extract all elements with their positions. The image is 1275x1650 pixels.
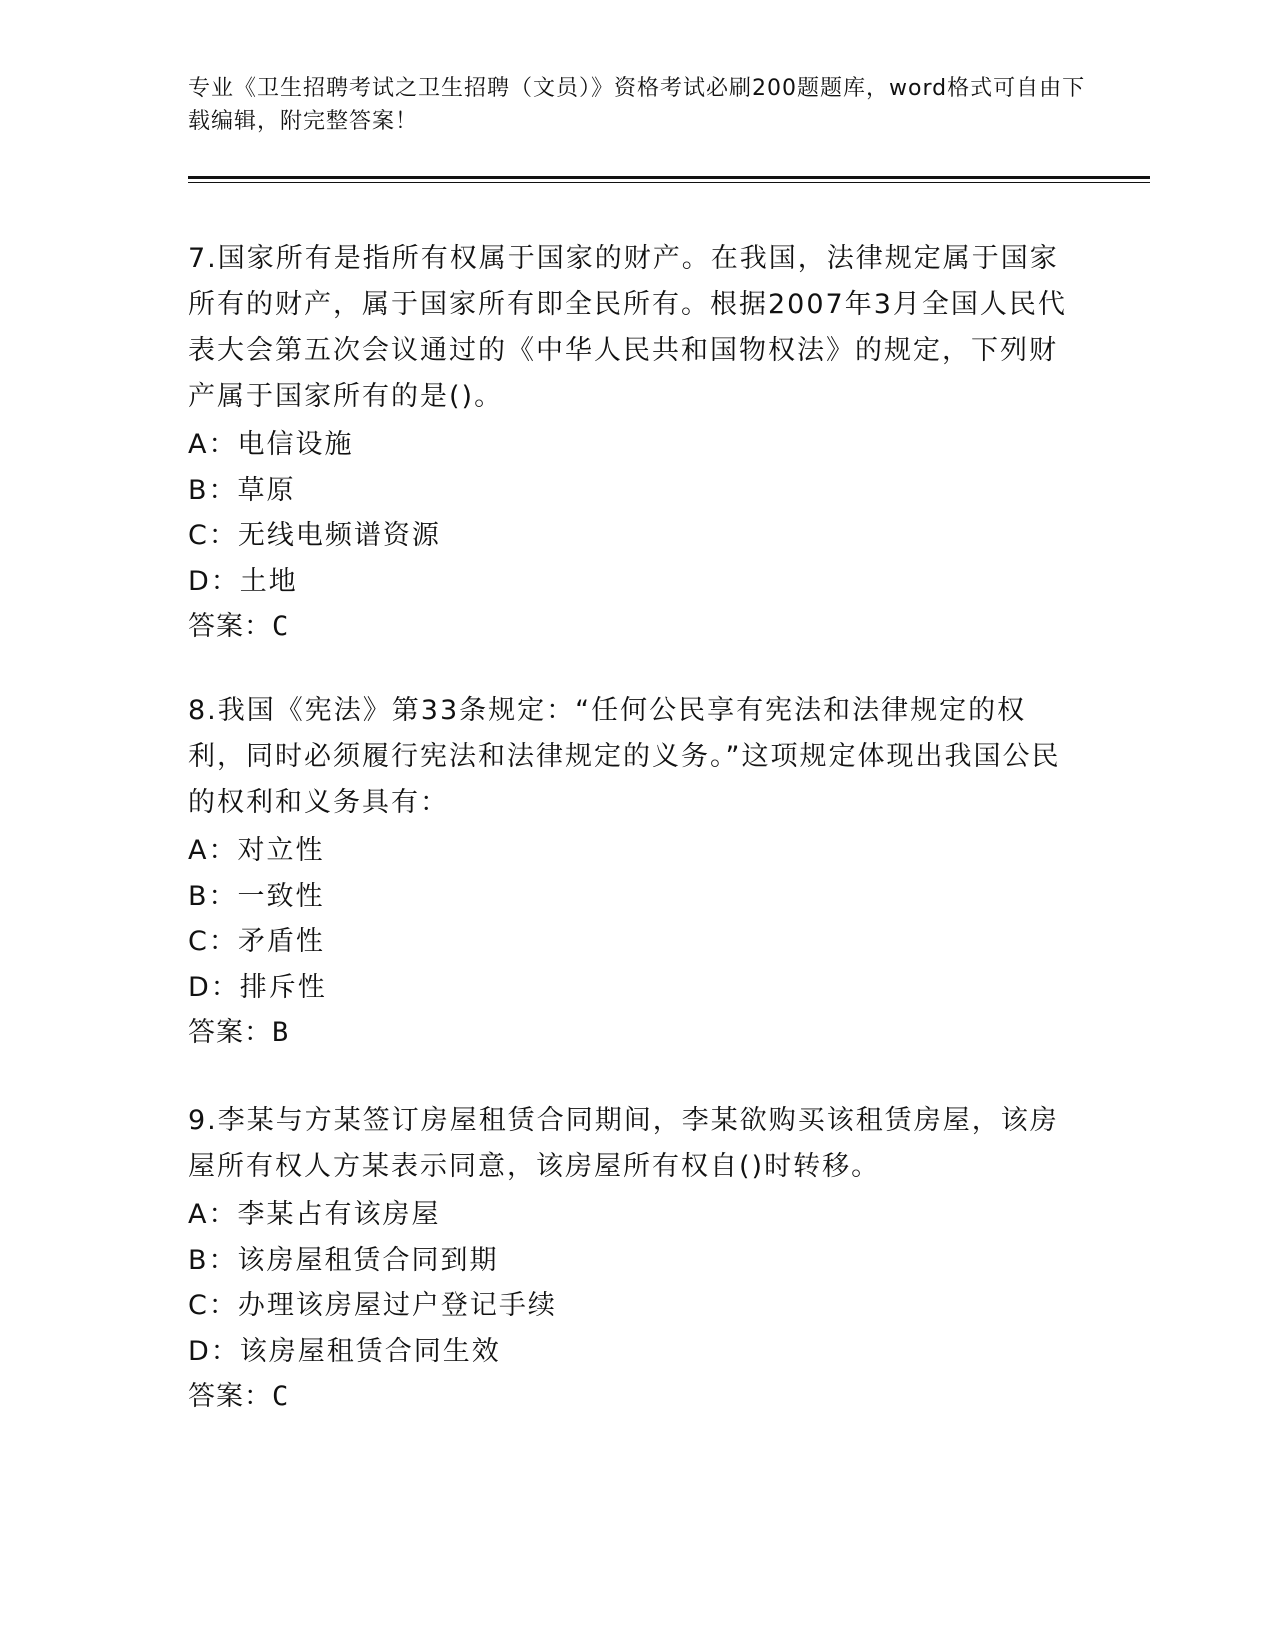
answer-value: C — [272, 611, 290, 642]
option-c: C：矛盾性 — [188, 926, 325, 957]
answer-value: C — [272, 1381, 290, 1412]
option-c: C：办理该房屋过户登记手续 — [188, 1290, 557, 1321]
question-stem: 8.我国《宪法》第33条规定：“任何公民享有宪法和法律规定的权利，同时必须履行宪法和法律规定的义务。”这项规定体现出我国公民的权利和义务具有： — [188, 695, 1061, 818]
option-b: B：一致性 — [188, 880, 325, 912]
answer-label: 答案： — [188, 1017, 272, 1048]
option-a: A：电信设施 — [188, 429, 354, 460]
option-c: C：无线电频谱资源 — [188, 520, 441, 551]
answer-line — [188, 604, 1068, 650]
option-a: A：李某占有该房屋 — [188, 1199, 441, 1230]
option-d: D：土地 — [188, 565, 298, 597]
answer-value: B — [272, 1017, 290, 1048]
question-stem: 9.李某与方某签订房屋租赁合同期间，李某欲购买该租赁房屋，该房屋所有权人方某表示同意，该房屋所有权自()时转移。 — [188, 1105, 1059, 1182]
header-divider-thick — [188, 176, 1150, 179]
question-9 — [188, 1098, 1068, 1420]
answer-line — [188, 1010, 1068, 1056]
answer-line — [188, 1374, 1068, 1420]
question-8 — [188, 688, 1068, 1056]
question-stem: 7.国家所有是指所有权属于国家的财产。在我国，法律规定属于国家所有的财产，属于国家所有即全民所有。根据2007年3月全国人民代表大会第五次会议通过的《中华人民共和国物权法》的规定，下列财产属于国家所有的是()。 — [188, 243, 1067, 412]
option-b: B：草原 — [188, 474, 296, 506]
answer-label: 答案： — [188, 1381, 272, 1412]
option-b: B：该房屋租赁合同到期 — [188, 1244, 499, 1276]
header-title: 专业《卫生招聘考试之卫生招聘（文员）》资格考试必刷200题题库，word格式可自由下载编辑，附完整答案！ — [188, 76, 1086, 134]
option-d: D：排斥性 — [188, 971, 327, 1003]
question-7 — [188, 236, 1068, 650]
document-header — [188, 72, 1088, 138]
option-d: D：该房屋租赁合同生效 — [188, 1335, 501, 1367]
header-divider-thin — [188, 182, 1150, 183]
answer-label: 答案： — [188, 611, 272, 642]
option-a: A：对立性 — [188, 835, 325, 866]
